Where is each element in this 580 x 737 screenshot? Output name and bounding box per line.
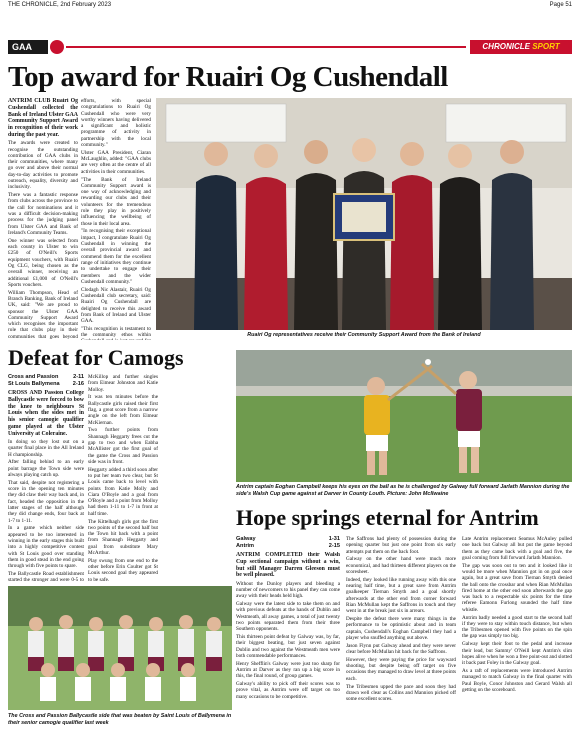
story2-paragraph: The Kittelhagh girls got the first two points of the second half but the Town hit back with a point from Shannagh Heggarty and goal from substitute Mary McArthur. [88, 518, 158, 557]
story1-paragraph: "This recognition is testament to the community ethos within [81, 325, 151, 339]
brand-chronicle: CHRONICLE [482, 42, 530, 51]
story3-paragraph: Despite the defeat there were many things in the performance to be optimistic about and in team captain, Cushendall's Eoghan Campbell they had a player who snuffed anything out above. [346, 616, 456, 641]
story1-paragraph: "The Bank of Ireland Community Support award is one way of acknowledging and rewarding our clubs and their volunteers for the tremendous role they play in positively influencing the wellbeing of those in their local area. [81, 176, 151, 227]
story3-column-3 [462, 536, 572, 730]
headline-defeat-camogs: Defeat for Camogs [8, 345, 184, 370]
paper-date: THE CHRONICLE, 2nd February 2023 [8, 2, 112, 8]
story3-paragraph: Antrim badly needed a good start to the second half if they were to stay within touch distance, but when the Tribesmen opened with five points on the spin the gap was simply too big. [462, 614, 572, 640]
story1-paragraph: Clodagh Nic Alastair, Ruairi Og Cushendall club secretary, said: Ruairi Og Cushendall are delighted to receive this award from Bank of Ireland and Ulster GAA. [81, 286, 151, 325]
story3-paragraph: The Saffrons had plenty of possession during the opening quarter but just one point from six early attempts put them on the back foot. [346, 536, 456, 555]
award-photo-caption: Ruairi Og representatives receive their Community Support Award from the Bank of Ireland [247, 332, 481, 338]
team-name: Antrim [236, 543, 255, 549]
story2-paragraph: In doing so they lost out on a quarter final place in the All Ireland H championship. [8, 439, 84, 458]
story3-paragraph: Galway were the latest side to take them on and with previous defeats at the hands of Dublin and Westmeath, all away games, a total of just twenty two points separated them from their three Southern opponents. [236, 601, 340, 633]
story1-paragraph: One winner was selected from each county in Ulster to win £250 of O'Neill's Sports equipment vouchers, with Ruairi Og CLG, being chosen as the overall winner, receiving an additional £1,000 of O'Neill's Sports vouchers. [8, 237, 78, 288]
hurling-photo-caption: Antrim captain Eoghan Campbell keeps his eyes on the ball as he is challenged by Galway full forward Jarlath Mannion during the side's Walsh Cup game against at Darver in County Louth. Picture: John McIlwaine [236, 484, 570, 497]
team-name: St Louis Ballymena [8, 381, 60, 387]
story3-column-1 [236, 552, 340, 730]
story1-paragraph: efforts, with special congratulations to Ruairi Og Cushendall who were very worthy winners having delivered a significant and holistic programme of activity in partnership with the local community." [81, 98, 151, 149]
team-name: Cross and Passion [8, 374, 59, 380]
story1-paragraph: Ulster GAA President, Ciaran McLaughlin, added: "GAA clubs are very often at the centre of all activities in their communities. [81, 149, 151, 175]
story3-paragraph: As a raft of replacements were introduced Antrim managed to match Galway in the final quarter with Paul Boyle, Conor Johnston and Gerard Walsh all getting on the scoreboard. [462, 667, 572, 693]
story3-lead: ANTRIM COMPLETED their Walsh Cup sectional campaign without a win, but still Manager Darren Gleeson must be well pleased. [236, 552, 340, 579]
story2-paragraph: In a game which neither side appeared to be too interested in winning in the early stages this built into a highly competitive contest with St Louis good over standing them in good stead in the end going through with five points to spare. [8, 525, 84, 570]
story1-paragraph: There was a fantastic response from clubs across the province to the call for nominations and it was a difficult decision-making process for the judging panel from Ulster GAA and Bank of Ireland's Community Teams. [8, 192, 78, 236]
story2-paragraph: The Ballycastle Road establishment started the stronger and were 0-5 to [8, 571, 84, 582]
page-number: Page 51 [549, 2, 572, 8]
story3-paragraph: Jason Flynn put Galway ahead and they were never clear before McMullan hit back for the Saffrons. [346, 642, 456, 656]
headline-top-award: Top award for Ruairi Og Cushendall [8, 61, 448, 93]
story2-paragraph: After falling behind to an early point barrage the Town side were always playing catch up. [8, 459, 84, 479]
story2-paragraph: Heggarty added a third soon after to put her team two clear, but St Louis came back to level with points from Katie Molly and Ciara O'Boyle and a goal from O'Boyle and a point from Molloy had them 1-11 to 1-7 in front at half time. [88, 466, 158, 517]
story2-lead: CROSS AND Passion College Ballycastle were forced to bow the knee to neighbours St Louis when the sides met in his senior camogie qualifier game played at the Ulster University at Coleraine. [8, 390, 84, 437]
story3-paragraph: Henry Shefflin's Galway were just too sharp for Antrim at Darver as they ran up a big score in this, the final round, of group games. [236, 660, 340, 680]
team-score: 2-15 [328, 543, 340, 549]
story2-column-1 [8, 390, 84, 582]
score-row [236, 543, 340, 550]
story2-paragraph: Two further points from Shannagh Heggarty frees cut the gap to two and when Eabha McAllister got the first goal of the game the Cross and Passion side was in front. [88, 427, 158, 465]
story3-paragraph: The Tribesmen upped the pace and soon they had drawn well clear as Collins and Mannion picked off some excellent scores. [346, 683, 456, 703]
story1-lead: ANTRIM CLUB Ruairi Og Cushendall collected the Bank of Ireland Ulster GAA Community Support Award in recognition of their work during the past year. [8, 98, 78, 138]
chronicle-sport-brand [470, 40, 572, 54]
camogs-scoreline [8, 374, 84, 388]
brand-sport: SPORT [532, 42, 560, 51]
story2-column-2 [88, 374, 158, 582]
story2-paragraph: That said, despite not registering a score in the opening ten minutes they did claw their way back and, in fact, headed the opposition in the latter stages of the half although they did change ends, four back at 1-7 to 1-11. [8, 479, 84, 524]
award-photo-image [156, 98, 572, 330]
story3-paragraph: This thirteen point defeat by Galway was, by far, their biggest beating, but just seven against Dublin and two against the Westmeath men were both commendable performances. [236, 634, 340, 659]
story2-paragraph: Play swung from one end to the other before Erin Coulter got St Louis second goal they appeared to be safe. [88, 557, 158, 582]
score-row [8, 374, 84, 381]
score-row [8, 381, 84, 388]
walsh-cup-scoreline [236, 536, 340, 550]
team-score: 2-16 [72, 381, 84, 387]
hurling-action-photo [236, 350, 572, 482]
team-score: 1-31 [328, 536, 340, 542]
story2-paragraph: McKillop and further singles from Eimear Johnston and Katie Molloy. [88, 374, 158, 393]
story3-paragraph: Without the Dunloy players and bleeding a number of newcomers to his panel they can come away with their heads held high. [236, 580, 340, 600]
camogie-photo-caption: The Cross and Passion Ballycastle side that was beaten by Saint Louis of Ballymena in their senior camogie qualifier last week [8, 713, 232, 726]
story1-paragraph: The awards were created to recognise the outstanding contribution of GAA clubs in their communities, where many go over and above their normal day-to-day activities to promote outreach, equality, diversity and inclusivity. [8, 140, 78, 191]
camogie-team-image [8, 586, 232, 710]
camogie-team-photo [8, 586, 232, 710]
story3-paragraph: Galway kept their foot to the pedal and increase their lead, but Sammy' O'Neill kept Antrim's slim hopes alive when he won a free point-out and slotted it back past Foley in the Galway goal. [462, 641, 572, 667]
headline-hope-springs: Hope springs eternal for Antrim [236, 505, 539, 530]
story3-paragraph: Galway on the other hand were much more economical, and had thirteen different players on the scoresheet. [346, 556, 456, 575]
story3-paragraph: Indeed, they looked like running away with this one nearing half time, but a great save from Antrim goalkeeper Tiernan Smyth and a goal shortly afterwards at the other end from corner forward Rian McMullan kept the Saffrons in touch and they went in at the break just six in arrears. [346, 576, 456, 615]
score-row [236, 536, 340, 543]
story1-paragraph: "In recognising their exceptional impact, I congratulate Ruairi Og Cushendall in winning the overall provincial award and commend them for the excellent range of initiatives they continue to undertake to engage their members and the wider Cushendall community." [81, 228, 151, 285]
story1-paragraph: William Thompson, Head of Branch Banking, Bank of Ireland UK, said: "We are proud to sponsor the Ulster GAA Community Support Award which recognises the important role that clubs play in their communities that goes beyond [8, 289, 78, 340]
page-topbar [0, 0, 580, 10]
story1-column-2 [81, 98, 151, 340]
award-photo [156, 98, 572, 330]
story2-paragraph: It was ten minutes before the Ballycastle girls raised their first flag, a great score from a narrow angle on the left from Eimear McKiernan. [88, 394, 158, 426]
story3-column-2 [346, 536, 456, 730]
section-label: GAA [8, 40, 48, 54]
story3-paragraph: Galway's ability to pick off their scores was to prove vital, as Antrim were off target on too many occasions to be competitive. [236, 681, 340, 700]
section-divider [66, 46, 466, 48]
team-name: Galway [236, 536, 256, 542]
gaa-crest-icon [50, 40, 64, 54]
hurling-action-image [236, 350, 572, 482]
story3-paragraph: However, they were paying the price for wayward shooting, but despite being off target on five occasions they managed to draw level at three points each. [346, 656, 456, 682]
story3-paragraph: Late Antrim replacement Seamus McAuley pulled one back but Galway all but put the game beyond them as they came back with a goal and five, the goal coming from full forward Jarlath Mannion. [462, 536, 572, 561]
story3-paragraph: The gap was soon out to ten and it looked like it would be more when Mannion got in on goal once again, but a great save from Tiernan Smyth denied the ball onto the crossbar and when Rian McMullan fired home at the other end soon afterwards the gap was back to a respectable six points for the time referee Eamonn Furlong sounded the half time whistle. [462, 562, 572, 613]
story1-column-1 [8, 98, 78, 340]
team-score: 2-11 [73, 374, 84, 380]
